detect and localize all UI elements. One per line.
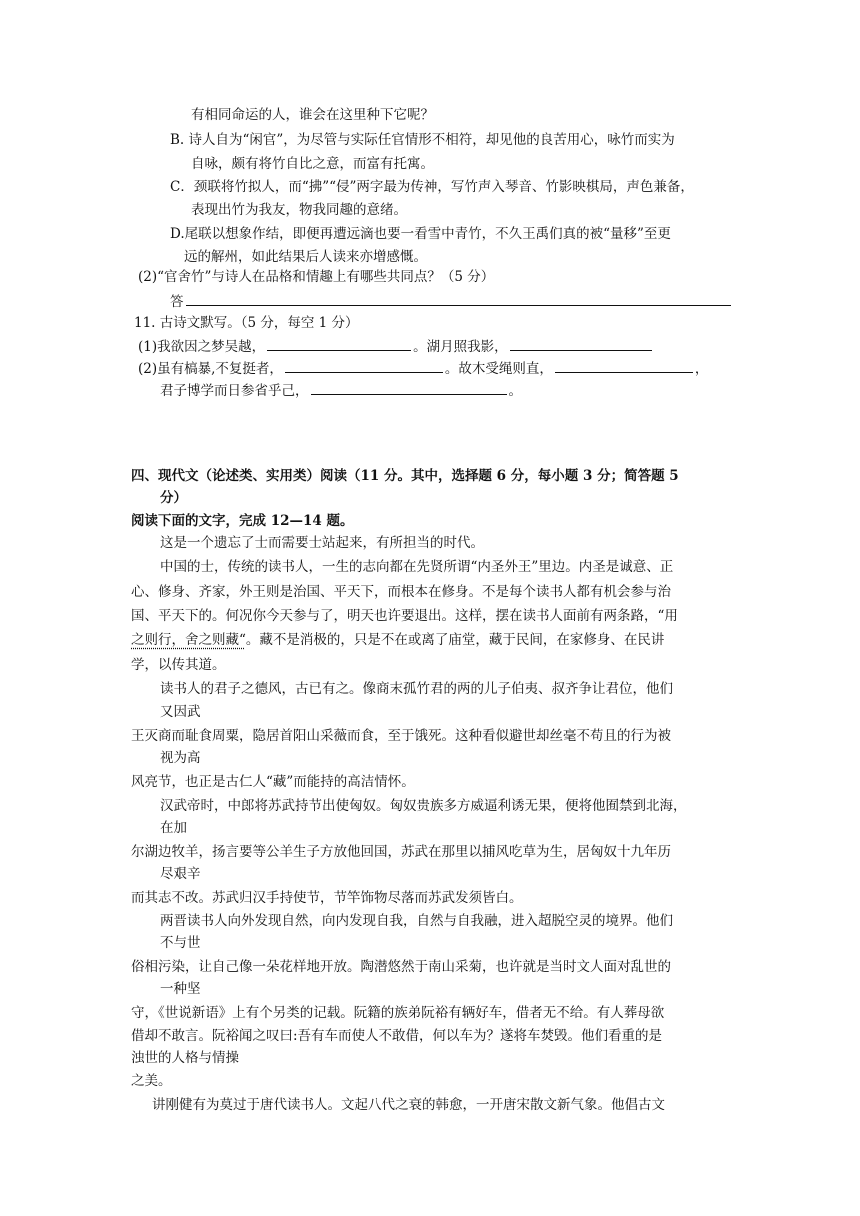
q11-line2-text-b: 。故木受绳则直， — [444, 361, 553, 377]
q11-blank-2[interactable] — [510, 336, 652, 351]
passage-line: 不与世 — [160, 935, 201, 951]
passage-line: 一种坚 — [160, 981, 201, 997]
passage-line: 中国的士，传统的读书人，一生的志向都在先贤所谓“内圣外王”里边。内圣是诚意、正 — [160, 559, 674, 575]
q11-blank-1[interactable] — [267, 336, 411, 351]
q11-line3 — [160, 380, 522, 400]
passage-line: 读书人的君子之德风，古已有之。像商末孤竹君的两的儿子伯夷、叔齐争让君位，他们 — [160, 681, 673, 697]
section4-instruction: 阅读下面的文字，完成 12—14 题。 — [131, 513, 354, 529]
section4-heading-line2: 分） — [160, 490, 187, 506]
passage-line: 俗相污染，让自己像一朵花样地开放。陶潜悠然于南山采菊，也许就是当时文人面对乱世的 — [131, 959, 671, 975]
q11-line3-text-a: 君子博学而日参省乎己， — [160, 383, 309, 399]
passage-line: 在加 — [160, 820, 187, 836]
passage-line — [131, 631, 664, 649]
passage-line-rest: 。藏不是消极的，只是不在或离了庙堂，藏于民间，在家修身、在民讲 — [245, 632, 665, 648]
passage-line: 国、平天下的。何况你今天参与了，明天也许要退出。这样，摆在读书人面前有两条路，“用 — [131, 608, 678, 624]
passage-line: 尽艰辛 — [160, 866, 201, 882]
passage-line: 汉武帝时，中郎将苏武持节出使匈奴。匈奴贵族多方威逼利诱无果，便将他囿禁到北海， — [160, 798, 687, 814]
q11-line2 — [138, 358, 708, 378]
emphasized-quote: 之则行，舍之则藏“ — [131, 632, 246, 648]
passage-line: 又因武 — [160, 704, 201, 720]
answer-line — [170, 291, 733, 311]
option-c-line1: C．颈联将竹拟人，而“拂”“侵”两字最为传神，写竹声入琴音、竹影映棋局，声色兼备， — [170, 179, 694, 195]
subquestion-2: (2)“官舍竹”与诗人在品格和情趣上有哪些共同点？（5 分） — [138, 269, 495, 285]
q11-line3-text-b: 。 — [508, 383, 522, 399]
passage-line: 讲刚健有为莫过于唐代读书人。文起八代之衰的韩愈，一开唐宋散文新气象。他倡古文 — [152, 1097, 665, 1113]
passage-line: 心、修身、齐家，外王则是治国、平天下，而根本在修身。不是每个读书人都有机会参与治 — [131, 584, 671, 600]
passage-line: 借却不敢言。阮裕闻之叹曰:吾有车而使人不敢借，何以车为？遂将车焚毁。他们看重的是 — [131, 1028, 663, 1044]
q11-blank-3[interactable] — [285, 358, 443, 373]
answer-label: 答 — [170, 294, 184, 310]
option-d-line2: 远的解州，如此结果后人读来亦增感慨。 — [184, 249, 427, 265]
passage-line: 守，《世说新语》上有个另类的记载。阮籍的族弟阮裕有辆好车，借者无不给。有人葬母欲 — [131, 1005, 665, 1021]
q11-line1-text-b: 。湖月照我影， — [413, 339, 508, 355]
passage-line: 浊世的人格与情操 — [131, 1050, 239, 1066]
section4-heading-line1: 四、现代文（论述类、实用类）阅读（11 分。其中，选择题 6 分，每小题 3 分；简答题 5 — [131, 468, 679, 484]
option-d-line1: D.尾联以想象作结，即便再遭远滴也要一看雪中青竹，不久王禹们真的被“量移”至更 — [170, 226, 671, 242]
passage-line: 这是一个遗忘了士而需要士站起来，有所担当的时代。 — [160, 535, 484, 551]
passage-line: 视为高 — [160, 750, 201, 766]
option-b-line1: B. 诗人自为“闲官”，为尽管与实际任官情形不相符，却见他的良苦用心，咏竹而实为 — [170, 132, 675, 148]
passage-line: 之美。 — [131, 1073, 172, 1089]
q11-line1-text-a: (1)我欲因之梦吴越， — [138, 339, 266, 355]
option-a-continuation: 有相同命运的人，谁会在这里种下它呢？ — [191, 107, 434, 123]
q11-line2-text-a: (2)虽有槁暴,不复挺者， — [138, 361, 283, 377]
q11-blank-5[interactable] — [311, 380, 507, 395]
option-c-line2: 表现出竹为我友，物我同趣的意绪。 — [191, 202, 407, 218]
passage-line: 两晋读书人向外发现自然，向内发现自我，自然与自我融，进入超脱空灵的境界。他们 — [160, 913, 673, 929]
option-b-line2: 自咏，颇有将竹自比之意，而富有托寓。 — [191, 156, 434, 172]
q11-title: 11. 古诗文默写。（5 分，每空 1 分） — [134, 315, 359, 331]
q11-blank-4[interactable] — [555, 358, 693, 373]
answer-blank[interactable] — [186, 291, 731, 306]
passage-line: 风亮节，也正是古仁人“藏”而能持的高洁情怀。 — [131, 774, 415, 790]
passage-line: 而其志不改。苏武归汉手持使节，节竿饰物尽落而苏武发须皆白。 — [131, 890, 523, 906]
q11-line2-text-c: ， — [694, 361, 709, 377]
q11-line1 — [138, 336, 654, 356]
passage-line: 王灭商而耻食周粟，隐居首阳山采薇而食，至于饿死。这种看似避世却丝毫不苟且的行为被 — [131, 728, 671, 744]
passage-line: 尔湖边牧羊，扬言要等公羊生子方放他回国，苏武在那里以捕风吃草为生，居匈奴十九年历 — [131, 844, 671, 860]
passage-line: 学，以传其道。 — [131, 657, 226, 673]
